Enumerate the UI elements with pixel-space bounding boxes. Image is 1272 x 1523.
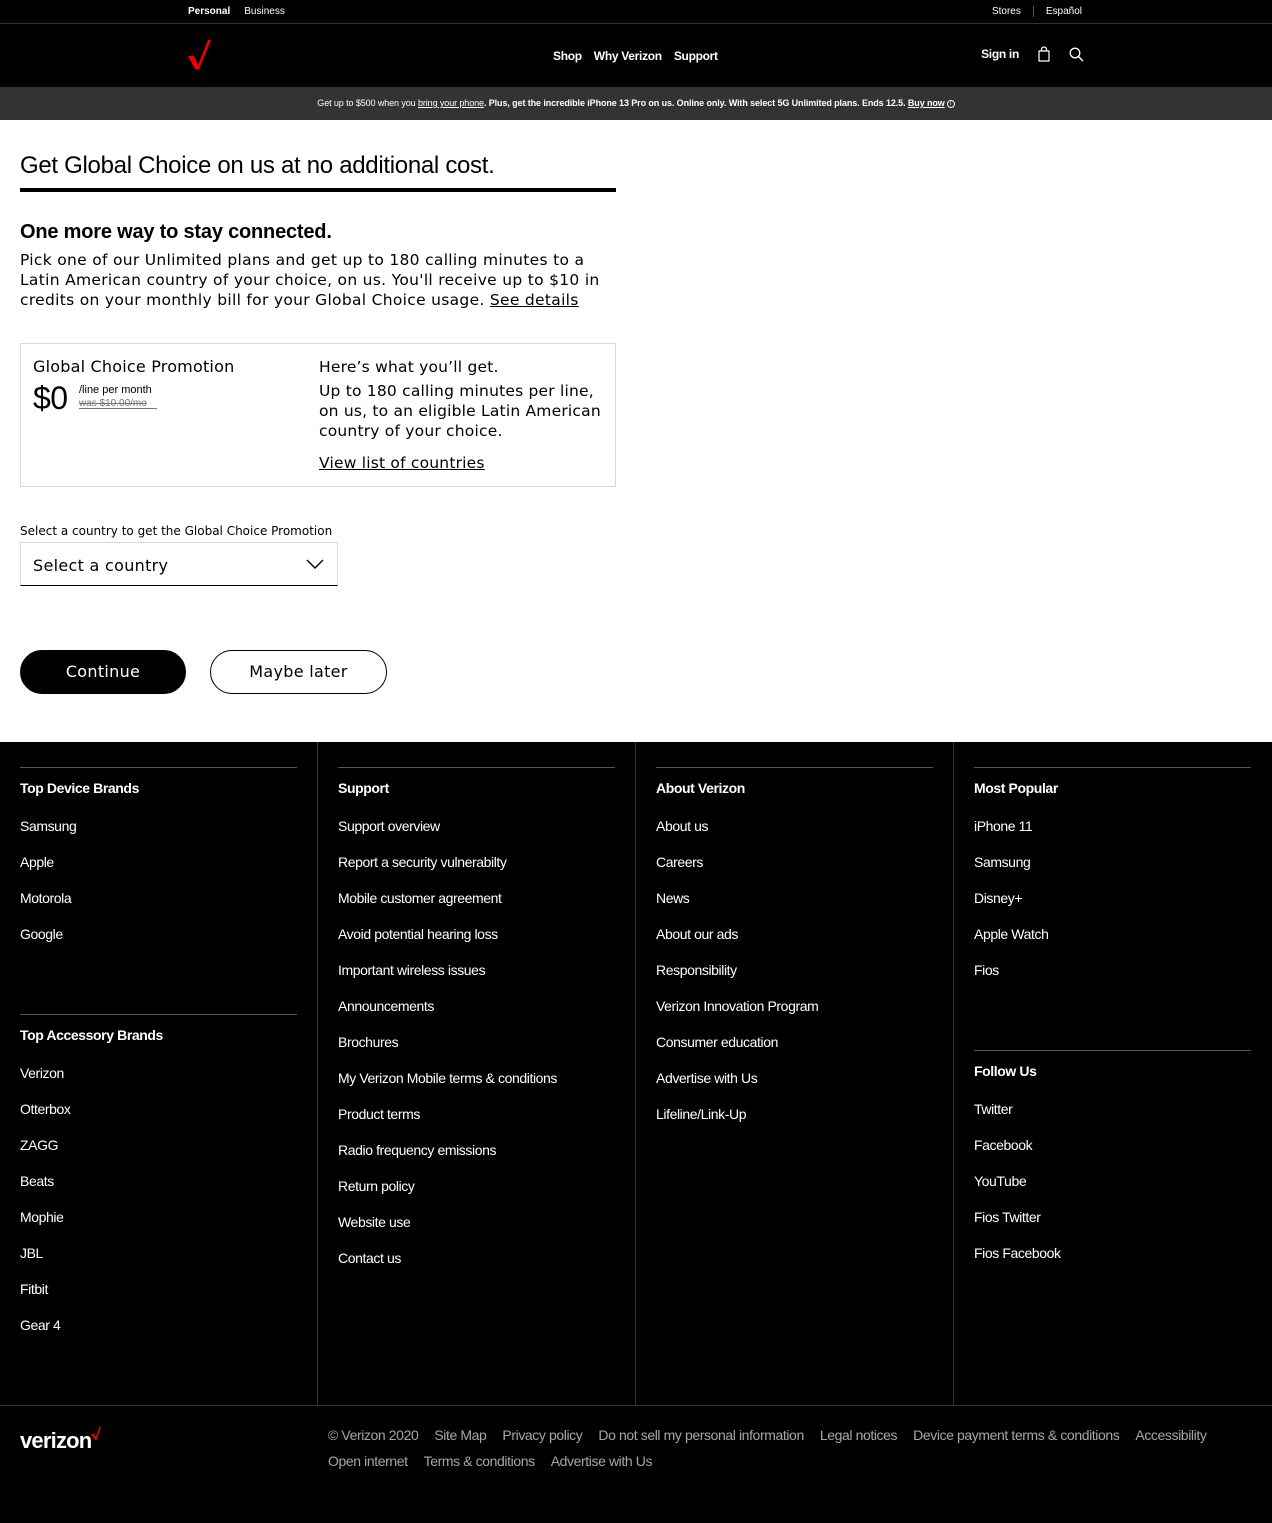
legal-link[interactable]: Site Map <box>434 1427 487 1443</box>
wordmark-text: verizon <box>20 1428 92 1453</box>
main-content <box>0 120 1272 742</box>
legal-link[interactable]: Advertise with Us <box>550 1453 653 1469</box>
footer-link[interactable]: Fios Facebook <box>974 1245 1061 1261</box>
footer-column-1 <box>0 742 318 1405</box>
country-select-value: Select a country <box>33 556 169 575</box>
footer-link[interactable]: Important wireless issues <box>338 962 486 978</box>
nav-shop[interactable]: Shop <box>553 49 582 63</box>
legal-links <box>328 1426 1238 1470</box>
footer-column-3 <box>636 742 954 1405</box>
follow-us-links <box>974 1050 1251 1281</box>
footer-column-4 <box>954 742 1272 1405</box>
footer-link[interactable]: Consumer education <box>656 1034 778 1050</box>
footer-link[interactable]: Mophie <box>20 1209 64 1225</box>
footer-link[interactable]: Mobile customer agreement <box>338 890 502 906</box>
promotion-price: $0 <box>33 380 68 416</box>
checkmark-icon <box>186 38 212 70</box>
footer-link[interactable]: Gear 4 <box>20 1317 61 1333</box>
maybe-later-button[interactable]: Maybe later <box>210 650 387 694</box>
footer-link[interactable]: ZAGG <box>20 1137 59 1153</box>
search-icon[interactable] <box>1069 47 1084 62</box>
footer-link[interactable]: Advertise with Us <box>656 1070 758 1086</box>
country-select-label: Select a country to get the Global Choice Promotion <box>20 524 333 538</box>
footer-link[interactable]: iPhone 11 <box>974 818 1033 834</box>
footer-link[interactable]: Fios Twitter <box>974 1209 1041 1225</box>
footer-link[interactable]: About us <box>656 818 709 834</box>
legal-link[interactable]: Accessibility <box>1135 1427 1207 1443</box>
legal-link[interactable]: Device payment terms & conditions <box>913 1427 1120 1443</box>
details-heading: Here’s what you’ll get. <box>319 358 499 376</box>
footer-bottom <box>0 1405 1272 1523</box>
footer-link[interactable]: Otterbox <box>20 1101 71 1117</box>
footer-link[interactable]: Brochures <box>338 1034 399 1050</box>
footer-link[interactable]: Disney+ <box>974 890 1023 906</box>
see-details-link[interactable]: See details <box>489 291 579 309</box>
footer-heading: Most Popular <box>974 780 1058 796</box>
promo-banner <box>0 87 1272 120</box>
footer-link[interactable]: Verizon Innovation Program <box>656 998 819 1014</box>
utility-bar <box>0 0 1272 24</box>
header-actions <box>981 46 1084 62</box>
footer-link[interactable]: Report a security vulnerabilty <box>338 854 507 870</box>
top-accessory-brands <box>20 1014 297 1353</box>
sign-in-link[interactable]: Sign in <box>981 47 1019 61</box>
legal-link[interactable]: Do not sell my personal information <box>598 1427 804 1443</box>
footer-link[interactable]: Announcements <box>338 998 434 1014</box>
footer-link[interactable]: Contact us <box>338 1250 401 1266</box>
most-popular-links <box>974 767 1251 998</box>
verizon-wordmark[interactable] <box>20 1428 91 1454</box>
footer-link[interactable]: Product terms <box>338 1106 420 1122</box>
footer-link[interactable]: Samsung <box>974 854 1031 870</box>
nav-why-verizon[interactable]: Why Verizon <box>593 49 662 63</box>
buy-now-link[interactable]: Buy now <box>907 98 945 108</box>
info-icon[interactable]: i <box>947 100 955 108</box>
sub-heading: One more way to stay connected. <box>20 221 332 243</box>
footer-link[interactable]: News <box>656 890 690 906</box>
footer-link[interactable]: Support overview <box>338 818 440 834</box>
copyright-text: © Verizon 2020 <box>328 1427 419 1443</box>
footer-link[interactable]: JBL <box>20 1245 43 1261</box>
footer-link[interactable]: Responsibility <box>656 962 737 978</box>
footer-heading: Top Device Brands <box>20 780 139 796</box>
footer-link[interactable]: Twitter <box>974 1101 1013 1117</box>
verizon-logo[interactable] <box>186 38 212 70</box>
footer-link[interactable]: Samsung <box>20 818 77 834</box>
footer-link[interactable]: YouTube <box>974 1173 1027 1189</box>
footer-link[interactable]: Google <box>20 926 63 942</box>
nav-support[interactable]: Support <box>673 49 718 63</box>
footer-heading: About Verizon <box>656 780 745 796</box>
details-body: Up to 180 calling minutes per line, on us, to an eligible Latin American country of your choice. <box>319 382 601 440</box>
footer-heading: Top Accessory Brands <box>20 1027 163 1043</box>
intro-text <box>20 250 620 310</box>
chevron-down-icon <box>306 558 324 570</box>
footer-link[interactable]: Return policy <box>338 1178 415 1194</box>
legal-link[interactable]: Privacy policy <box>502 1427 583 1443</box>
personal-link[interactable]: Personal <box>188 6 231 17</box>
stores-link[interactable]: Stores <box>980 6 1034 17</box>
footer-link[interactable]: Verizon <box>20 1065 64 1081</box>
footer-link[interactable]: Apple <box>20 854 54 870</box>
intro-body: Pick one of our Unlimited plans and get up to 180 calling minutes to a Latin American country of your choice, on us. You'll receive up to $10 in credits on your monthly bill for your Global Choice usage. <box>20 251 600 309</box>
continue-button[interactable]: Continue <box>20 650 186 694</box>
language-link[interactable]: Español <box>1045 6 1082 17</box>
footer-link[interactable]: Careers <box>656 854 703 870</box>
bring-your-phone-link[interactable]: bring your phone <box>417 98 484 108</box>
legal-link[interactable]: Legal notices <box>819 1427 898 1443</box>
support-links <box>338 767 615 1286</box>
footer-link[interactable]: Fios <box>974 962 999 978</box>
footer-link[interactable]: Radio frequency emissions <box>338 1142 497 1158</box>
promotion-name: Global Choice Promotion <box>33 357 235 376</box>
footer-link[interactable]: Beats <box>20 1173 54 1189</box>
view-countries-link[interactable]: View list of countries <box>319 454 485 472</box>
business-link[interactable]: Business <box>244 6 285 17</box>
main-nav <box>553 49 730 63</box>
footer-link[interactable]: Facebook <box>974 1137 1033 1153</box>
cart-icon[interactable] <box>1037 46 1051 62</box>
site-footer <box>0 742 1272 1523</box>
footer-link[interactable]: About our ads <box>656 926 738 942</box>
footer-link[interactable]: Website use <box>338 1214 411 1230</box>
legal-link[interactable]: Terms & conditions <box>423 1453 535 1469</box>
footer-link[interactable]: My Verizon Mobile terms & conditions <box>338 1070 558 1086</box>
promotion-card <box>20 343 616 487</box>
country-select[interactable] <box>20 542 338 586</box>
footer-column-2 <box>318 742 636 1405</box>
legal-link[interactable]: Open internet <box>328 1453 408 1469</box>
segment-switch <box>188 6 285 17</box>
footer-link[interactable]: Motorola <box>20 890 72 906</box>
footer-link[interactable]: Apple Watch <box>974 926 1049 942</box>
price-unit: /line per month <box>79 384 152 396</box>
footer-link[interactable]: Avoid potential hearing loss <box>338 926 498 942</box>
footer-heading: Support <box>338 780 389 796</box>
promo-text-bold: . Plus, get the incredible iPhone 13 Pro on us. Online only. With select 5G Unlimited plans. Ends 12.5. <box>483 98 908 108</box>
utility-links <box>980 6 1082 17</box>
price-was: was $10.00/mo <box>79 400 157 409</box>
footer-link[interactable]: Fitbit <box>20 1281 48 1297</box>
title-divider <box>20 188 616 192</box>
footer-heading: Follow Us <box>974 1063 1037 1079</box>
global-header <box>0 24 1272 87</box>
page-title: Get Global Choice on us at no additional cost. <box>20 152 495 179</box>
promo-text-start: Get up to $500 when you <box>317 98 418 108</box>
about-verizon-links <box>656 767 933 1142</box>
footer-link[interactable]: Lifeline/Link-Up <box>656 1106 747 1122</box>
top-device-brands <box>20 767 297 962</box>
checkmark-icon <box>91 1426 101 1440</box>
promotion-details <box>319 357 609 473</box>
